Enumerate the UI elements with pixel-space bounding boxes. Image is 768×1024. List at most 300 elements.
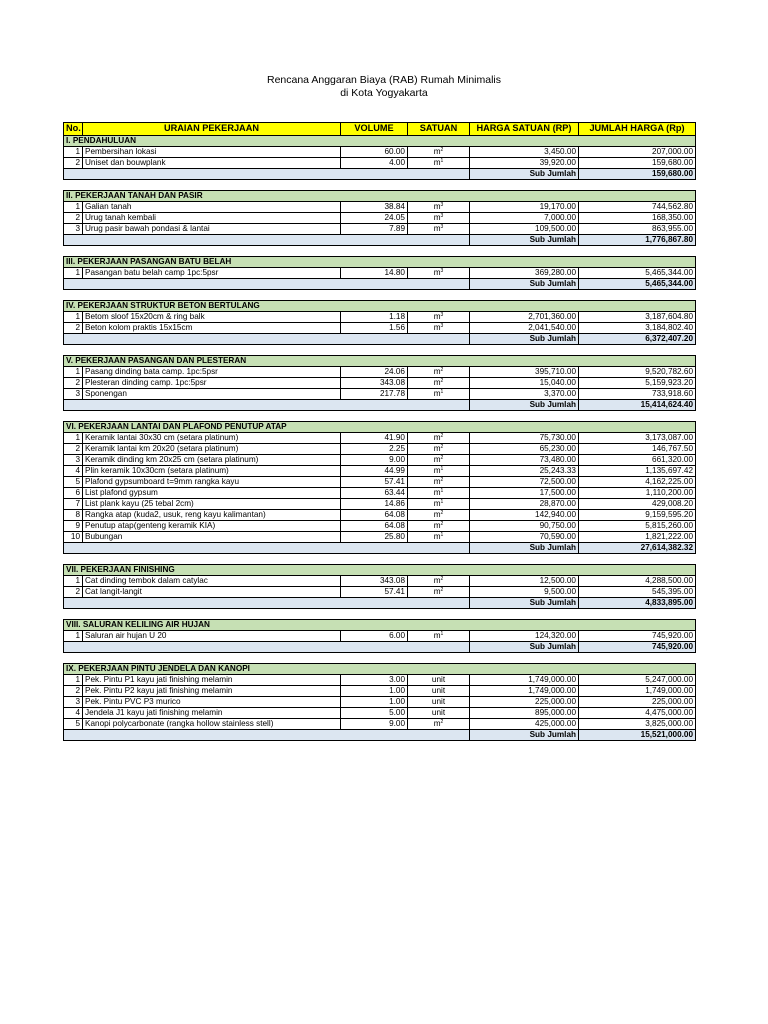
- unit-base: m: [433, 322, 441, 332]
- table-row: [64, 202, 696, 213]
- unit-exponent: 2: [440, 432, 444, 439]
- table-row: [64, 708, 696, 719]
- table-row: [64, 675, 696, 686]
- item-description: Betom sloof 15x20cm & ring balk: [83, 312, 341, 323]
- item-total-price: 3,173,087.00: [579, 433, 696, 444]
- table-header-row: [64, 123, 696, 136]
- unit-base: m: [433, 157, 441, 167]
- unit-exponent: 1: [440, 630, 444, 637]
- item-volume: 5.00: [341, 708, 408, 719]
- item-unit: [408, 686, 470, 697]
- item-no: 2: [64, 213, 83, 224]
- subtotal-spacer: [64, 642, 470, 653]
- table-row: [64, 312, 696, 323]
- item-total-price: 545,395.00: [579, 587, 696, 598]
- item-unit: [408, 213, 470, 224]
- item-unit-price: 9,500.00: [470, 587, 579, 598]
- document-subtitle: di Kota Yogyakarta: [340, 87, 428, 99]
- item-unit-price: 90,750.00: [470, 521, 579, 532]
- item-total-price: 3,184,802.40: [579, 323, 696, 334]
- subtotal-label: Sub Jumlah: [470, 543, 579, 554]
- item-unit: [408, 323, 470, 334]
- item-unit: [408, 576, 470, 587]
- table-row: [64, 213, 696, 224]
- item-no: 4: [64, 466, 83, 477]
- item-no: 1: [64, 576, 83, 587]
- item-unit: [408, 708, 470, 719]
- item-unit-price: 19,170.00: [470, 202, 579, 213]
- unit-base: m: [433, 388, 441, 398]
- item-unit: [408, 444, 470, 455]
- table-row: [64, 158, 696, 169]
- item-no: 3: [64, 455, 83, 466]
- unit-exponent: 3: [440, 201, 444, 208]
- item-total-price: 3,825,000.00: [579, 719, 696, 730]
- table-row: [64, 587, 696, 598]
- subtotal-label: Sub Jumlah: [470, 279, 579, 290]
- section-title: V. PEKERJAAN PASANGAN DAN PLESTERAN: [64, 356, 696, 367]
- item-unit-price: 15,040.00: [470, 378, 579, 389]
- section-header-row: [64, 620, 696, 631]
- item-unit-price: 39,920.00: [470, 158, 579, 169]
- item-description: Galian tanah: [83, 202, 341, 213]
- item-no: 1: [64, 268, 83, 279]
- item-volume: 57.41: [341, 587, 408, 598]
- item-unit-price: 28,870.00: [470, 499, 579, 510]
- unit-base: m: [433, 366, 441, 376]
- subtotal-label: Sub Jumlah: [470, 400, 579, 411]
- item-description: Cat dinding tembok dalam catylac: [83, 576, 341, 587]
- item-volume: 3.00: [341, 675, 408, 686]
- section-header-row: [64, 422, 696, 433]
- unit-base: m: [433, 531, 441, 541]
- item-unit-price: 124,320.00: [470, 631, 579, 642]
- unit-base: unit: [431, 685, 446, 695]
- unit-base: m: [433, 630, 441, 640]
- item-unit: [408, 675, 470, 686]
- item-description: Plin keramik 10x30cm (setara platinum): [83, 466, 341, 477]
- subtotal-row: [64, 334, 696, 345]
- item-unit: [408, 499, 470, 510]
- unit-base: m: [433, 465, 441, 475]
- item-no: 2: [64, 323, 83, 334]
- item-no: 5: [64, 477, 83, 488]
- table-row: [64, 367, 696, 378]
- unit-base: unit: [431, 696, 446, 706]
- unit-exponent: 2: [440, 443, 444, 450]
- unit-base: m: [433, 443, 441, 453]
- item-unit-price: 72,500.00: [470, 477, 579, 488]
- rab-table-body: [64, 123, 696, 741]
- spacer-row: [64, 609, 696, 620]
- item-no: 1: [64, 631, 83, 642]
- item-unit: [408, 510, 470, 521]
- item-no: 5: [64, 719, 83, 730]
- unit-exponent: 1: [440, 498, 444, 505]
- item-description: List plafond gypsum: [83, 488, 341, 499]
- item-total-price: 9,159,595.20: [579, 510, 696, 521]
- header-satuan: SATUAN: [408, 123, 470, 136]
- unit-exponent: 2: [440, 454, 444, 461]
- subtotal-label: Sub Jumlah: [470, 169, 579, 180]
- table-row: [64, 323, 696, 334]
- item-unit-price: 12,500.00: [470, 576, 579, 587]
- item-description: Penutup atap(genteng keramik KIA): [83, 521, 341, 532]
- item-unit-price: 1,749,000.00: [470, 675, 579, 686]
- item-total-price: 5,159,923.20: [579, 378, 696, 389]
- item-volume: 44.99: [341, 466, 408, 477]
- item-unit-price: 73,480.00: [470, 455, 579, 466]
- unit-exponent: 2: [440, 509, 444, 516]
- item-volume: 1.18: [341, 312, 408, 323]
- item-total-price: 1,821,222.00: [579, 532, 696, 543]
- item-no: 2: [64, 158, 83, 169]
- item-unit-price: 1,749,000.00: [470, 686, 579, 697]
- subtotal-label: Sub Jumlah: [470, 642, 579, 653]
- spacer-cell: [64, 246, 696, 257]
- item-volume: 41.90: [341, 433, 408, 444]
- item-volume: 63.44: [341, 488, 408, 499]
- item-total-price: 168,350.00: [579, 213, 696, 224]
- section-header-row: [64, 191, 696, 202]
- unit-exponent: 2: [440, 377, 444, 384]
- item-volume: 25.80: [341, 532, 408, 543]
- item-no: 2: [64, 686, 83, 697]
- item-unit-price: 895,000.00: [470, 708, 579, 719]
- item-unit-price: 3,450.00: [470, 147, 579, 158]
- subtotal-spacer: [64, 598, 470, 609]
- unit-base: unit: [431, 674, 446, 684]
- item-unit: [408, 158, 470, 169]
- table-row: [64, 378, 696, 389]
- item-no: 1: [64, 675, 83, 686]
- item-no: 3: [64, 697, 83, 708]
- unit-base: m: [433, 201, 441, 211]
- item-total-price: 3,187,604.80: [579, 312, 696, 323]
- subtotal-row: [64, 279, 696, 290]
- unit-exponent: 1: [440, 487, 444, 494]
- item-unit: [408, 477, 470, 488]
- item-no: 6: [64, 488, 83, 499]
- item-unit-price: 7,000.00: [470, 213, 579, 224]
- item-total-price: 4,162,225.00: [579, 477, 696, 488]
- item-unit-price: 2,701,360.00: [470, 312, 579, 323]
- section-title: IX. PEKERJAAN PINTU JENDELA DAN KANOPI: [64, 664, 696, 675]
- unit-exponent: 2: [440, 520, 444, 527]
- item-no: 2: [64, 378, 83, 389]
- section-title: IV. PEKERJAAN STRUKTUR BETON BERTULANG: [64, 301, 696, 312]
- spacer-row: [64, 246, 696, 257]
- unit-exponent: 1: [440, 388, 444, 395]
- section-header-row: [64, 257, 696, 268]
- table-row: [64, 631, 696, 642]
- item-unit: [408, 532, 470, 543]
- section-title: II. PEKERJAAN TANAH DAN PASIR: [64, 191, 696, 202]
- item-volume: 64.08: [341, 521, 408, 532]
- section-title: VI. PEKERJAAN LANTAI DAN PLAFOND PENUTUP ATAP: [64, 422, 696, 433]
- item-unit: [408, 587, 470, 598]
- subtotal-spacer: [64, 400, 470, 411]
- spacer-cell: [64, 180, 696, 191]
- item-no: 3: [64, 224, 83, 235]
- table-row: [64, 521, 696, 532]
- item-volume: 343.08: [341, 378, 408, 389]
- item-unit: [408, 719, 470, 730]
- item-no: 1: [64, 367, 83, 378]
- item-no: 1: [64, 433, 83, 444]
- subtotal-value: 4,833,895.00: [579, 598, 696, 609]
- item-description: Beton kolom praktis 15x15cm: [83, 323, 341, 334]
- item-description: Pasangan batu belah camp 1pc:5psr: [83, 268, 341, 279]
- item-unit-price: 109,500.00: [470, 224, 579, 235]
- item-total-price: 1,135,697.42: [579, 466, 696, 477]
- section-title: VIII. SALURAN KELILING AIR HUJAN: [64, 620, 696, 631]
- unit-base: m: [433, 212, 441, 222]
- item-volume: 64.08: [341, 510, 408, 521]
- table-row: [64, 719, 696, 730]
- header-jumlah-harga: JUMLAH HARGA (Rp): [579, 123, 696, 136]
- spacer-row: [64, 290, 696, 301]
- subtotal-spacer: [64, 279, 470, 290]
- item-unit: [408, 147, 470, 158]
- item-total-price: 5,465,344.00: [579, 268, 696, 279]
- subtotal-row: [64, 235, 696, 246]
- spacer-row: [64, 653, 696, 664]
- subtotal-value: 15,414,624.40: [579, 400, 696, 411]
- item-total-price: 4,475,000.00: [579, 708, 696, 719]
- section-header-row: [64, 664, 696, 675]
- unit-base: m: [433, 377, 441, 387]
- item-volume: 2.25: [341, 444, 408, 455]
- item-description: Urug tanah kembali: [83, 213, 341, 224]
- subtotal-value: 15,521,000.00: [579, 730, 696, 741]
- item-unit-price: 369,280.00: [470, 268, 579, 279]
- spacer-cell: [64, 653, 696, 664]
- unit-exponent: 2: [440, 476, 444, 483]
- item-total-price: 745,920.00: [579, 631, 696, 642]
- subtotal-label: Sub Jumlah: [470, 235, 579, 246]
- unit-exponent: 3: [440, 212, 444, 219]
- subtotal-row: [64, 400, 696, 411]
- item-unit-price: 75,730.00: [470, 433, 579, 444]
- item-total-price: 9,520,782.60: [579, 367, 696, 378]
- item-unit: [408, 455, 470, 466]
- item-description: Pembersihan lokasi: [83, 147, 341, 158]
- header-uraian: URAIAN PEKERJAAN: [83, 123, 341, 136]
- item-description: Bubungan: [83, 532, 341, 543]
- item-description: Keramik lantai km 20x20 (setara platinum): [83, 444, 341, 455]
- unit-base: m: [433, 718, 441, 728]
- table-row: [64, 224, 696, 235]
- item-volume: 60.00: [341, 147, 408, 158]
- item-volume: 343.08: [341, 576, 408, 587]
- section-header-row: [64, 136, 696, 147]
- unit-base: m: [433, 146, 441, 156]
- item-total-price: 207,000.00: [579, 147, 696, 158]
- item-no: 7: [64, 499, 83, 510]
- item-volume: 9.00: [341, 719, 408, 730]
- item-volume: 1.00: [341, 697, 408, 708]
- item-description: Urug pasir bawah pondasi & lantai: [83, 224, 341, 235]
- unit-base: m: [433, 267, 441, 277]
- subtotal-spacer: [64, 730, 470, 741]
- item-unit: [408, 466, 470, 477]
- subtotal-spacer: [64, 543, 470, 554]
- unit-base: m: [433, 575, 441, 585]
- item-total-price: 5,815,260.00: [579, 521, 696, 532]
- table-row: [64, 499, 696, 510]
- subtotal-row: [64, 730, 696, 741]
- item-description: Plafond gypsumboard t=9mm rangka kayu: [83, 477, 341, 488]
- spacer-cell: [64, 290, 696, 301]
- item-unit: [408, 268, 470, 279]
- spacer-row: [64, 345, 696, 356]
- item-volume: 1.00: [341, 686, 408, 697]
- subtotal-spacer: [64, 334, 470, 345]
- unit-base: m: [433, 432, 441, 442]
- subtotal-label: Sub Jumlah: [470, 334, 579, 345]
- item-no: 2: [64, 587, 83, 598]
- table-row: [64, 466, 696, 477]
- unit-exponent: 2: [440, 718, 444, 725]
- unit-exponent: 1: [440, 157, 444, 164]
- header-harga-satuan: HARGA SATUAN (RP): [470, 123, 579, 136]
- item-total-price: 225,000.00: [579, 697, 696, 708]
- item-unit-price: 3,370.00: [470, 389, 579, 400]
- unit-base: unit: [431, 707, 446, 717]
- subtotal-row: [64, 598, 696, 609]
- item-description: Cat langit-langit: [83, 587, 341, 598]
- item-description: Jendela J1 kayu jati finishing melamin: [83, 708, 341, 719]
- section-title: VII. PEKERJAAN FINISHING: [64, 565, 696, 576]
- unit-base: m: [433, 509, 441, 519]
- item-description: Keramik lantai 30x30 cm (setara platinum): [83, 433, 341, 444]
- unit-base: m: [433, 586, 441, 596]
- item-total-price: 146,767.50: [579, 444, 696, 455]
- item-total-price: 863,955.00: [579, 224, 696, 235]
- item-volume: 6.00: [341, 631, 408, 642]
- item-description: Pek. Pintu P2 kayu jati finishing melamin: [83, 686, 341, 697]
- subtotal-label: Sub Jumlah: [470, 730, 579, 741]
- subtotal-value: 6,372,407.20: [579, 334, 696, 345]
- section-header-row: [64, 565, 696, 576]
- item-volume: 4.00: [341, 158, 408, 169]
- unit-base: m: [433, 223, 441, 233]
- item-unit-price: 425,000.00: [470, 719, 579, 730]
- spacer-row: [64, 411, 696, 422]
- item-total-price: 5,247,000.00: [579, 675, 696, 686]
- section-title: I. PENDAHULUAN: [64, 136, 696, 147]
- unit-exponent: 3: [440, 223, 444, 230]
- document-title: Rencana Anggaran Biaya (RAB) Rumah Minimalis: [266, 74, 502, 86]
- item-description: Kanopi polycarbonate (rangka hollow stainless stell): [83, 719, 341, 730]
- unit-exponent: 1: [440, 465, 444, 472]
- item-total-price: 429,008.20: [579, 499, 696, 510]
- item-unit-price: 25,243.33: [470, 466, 579, 477]
- item-no: 1: [64, 147, 83, 158]
- unit-exponent: 2: [440, 366, 444, 373]
- subtotal-label: Sub Jumlah: [470, 598, 579, 609]
- table-row: [64, 433, 696, 444]
- subtotal-spacer: [64, 235, 470, 246]
- item-description: Pek. Pintu PVC P3 murico: [83, 697, 341, 708]
- subtotal-spacer: [64, 169, 470, 180]
- item-volume: 24.06: [341, 367, 408, 378]
- item-description: Rangka atap (kuda2, usuk, reng kayu kalimantan): [83, 510, 341, 521]
- unit-exponent: 3: [440, 311, 444, 318]
- table-row: [64, 147, 696, 158]
- item-total-price: 159,680.00: [579, 158, 696, 169]
- spacer-cell: [64, 554, 696, 565]
- unit-base: m: [433, 476, 441, 486]
- section-title: III. PEKERJAAN PASANGAN BATU BELAH: [64, 257, 696, 268]
- header-volume: VOLUME: [341, 123, 408, 136]
- table-row: [64, 268, 696, 279]
- item-description: Uniset dan bouwplank: [83, 158, 341, 169]
- item-unit-price: 142,940.00: [470, 510, 579, 521]
- item-unit: [408, 631, 470, 642]
- section-header-row: [64, 301, 696, 312]
- item-volume: 217.78: [341, 389, 408, 400]
- table-row: [64, 488, 696, 499]
- item-total-price: 4,288,500.00: [579, 576, 696, 587]
- item-no: 9: [64, 521, 83, 532]
- table-row: [64, 477, 696, 488]
- unit-base: m: [433, 311, 441, 321]
- spacer-cell: [64, 411, 696, 422]
- unit-exponent: 3: [440, 322, 444, 329]
- item-description: Pek. Pintu P1 kayu jati finishing melamin: [83, 675, 341, 686]
- item-unit: [408, 488, 470, 499]
- item-volume: 7.89: [341, 224, 408, 235]
- item-total-price: 744,562.80: [579, 202, 696, 213]
- item-total-price: 661,320.00: [579, 455, 696, 466]
- unit-base: m: [433, 454, 441, 464]
- item-no: 8: [64, 510, 83, 521]
- spacer-row: [64, 180, 696, 191]
- subtotal-row: [64, 642, 696, 653]
- table-row: [64, 444, 696, 455]
- rab-table: [63, 122, 696, 741]
- unit-base: m: [433, 498, 441, 508]
- item-description: Saluran air hujan U 20: [83, 631, 341, 642]
- item-description: Plesteran dinding camp. 1pc:5psr: [83, 378, 341, 389]
- item-unit: [408, 697, 470, 708]
- table-row: [64, 389, 696, 400]
- header-no: No.: [64, 123, 83, 136]
- item-unit-price: 225,000.00: [470, 697, 579, 708]
- table-row: [64, 686, 696, 697]
- item-no: 1: [64, 202, 83, 213]
- section-header-row: [64, 356, 696, 367]
- spacer-cell: [64, 609, 696, 620]
- subtotal-row: [64, 169, 696, 180]
- item-no: 3: [64, 389, 83, 400]
- spacer-row: [64, 554, 696, 565]
- spacer-cell: [64, 345, 696, 356]
- item-volume: 38.84: [341, 202, 408, 213]
- item-no: 10: [64, 532, 83, 543]
- item-unit-price: 70,590.00: [470, 532, 579, 543]
- unit-exponent: 2: [440, 575, 444, 582]
- table-row: [64, 697, 696, 708]
- item-unit: [408, 378, 470, 389]
- subtotal-value: 745,920.00: [579, 642, 696, 653]
- item-unit: [408, 312, 470, 323]
- item-total-price: 1,749,000.00: [579, 686, 696, 697]
- subtotal-value: 27,614,382.32: [579, 543, 696, 554]
- table-row: [64, 576, 696, 587]
